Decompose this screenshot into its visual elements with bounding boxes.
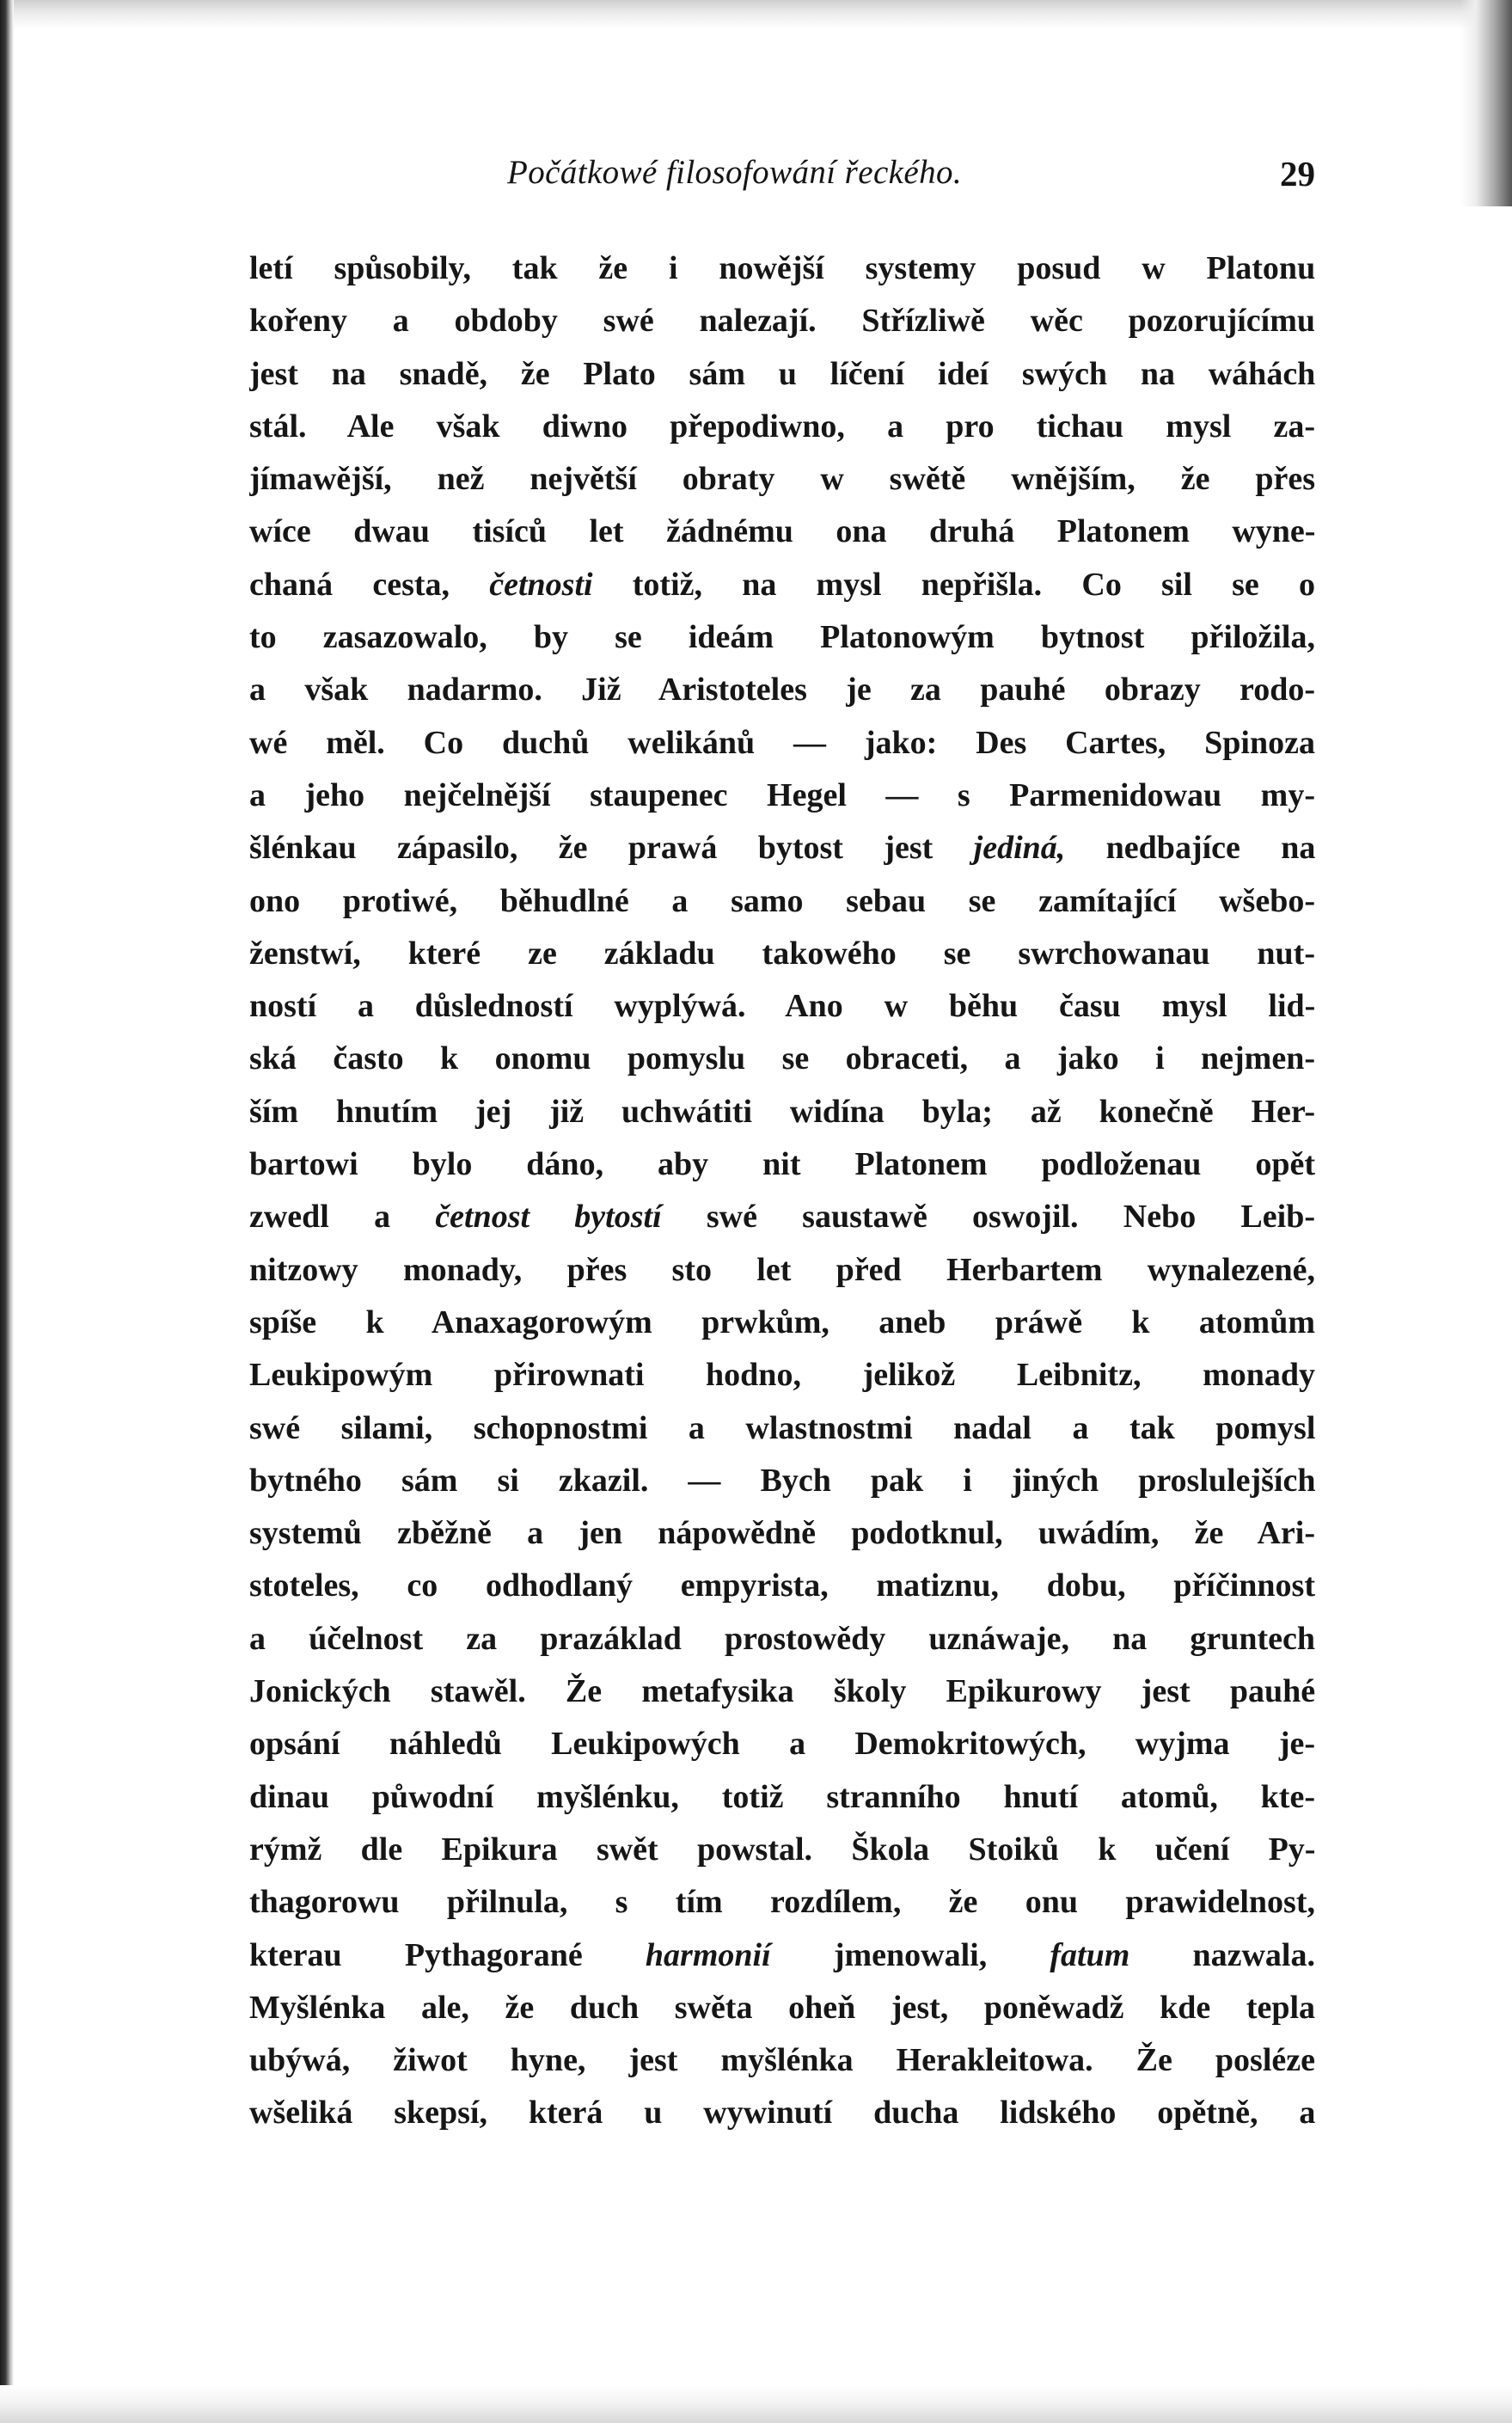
- body-text: [249, 242, 1315, 2140]
- text-segment: stál. Ale však diwno přepodiwno, a pro tichau mysl za-: [249, 408, 1315, 445]
- text-segment: kterau Pythagorané: [249, 1936, 646, 1973]
- text-segment: spíše k Anaxagorowým prwkům, aneb práwě k atomům: [249, 1304, 1315, 1340]
- scan-shadow-left: [0, 0, 14, 2423]
- text-segment: nitzowy monady, přes sto let před Herbartem wynalezené,: [249, 1251, 1315, 1288]
- text-line: [249, 1824, 1315, 1876]
- text-segment: jímawější, než největší obraty w swětě wnějším, že přes: [249, 461, 1315, 498]
- text-line: [249, 506, 1315, 558]
- text-line: [249, 928, 1315, 980]
- text-segment: dinau půwodní myšlénku, totiž stranního hnutí atomů, kte-: [249, 1778, 1315, 1815]
- emphasized-text: jediná,: [973, 830, 1066, 867]
- text-line: [249, 295, 1315, 347]
- text-segment: wé měl. Co duchů welikánů — jako: Des Cartes, Spinoza: [249, 724, 1315, 761]
- text-line: [249, 453, 1315, 506]
- text-segment: rýmž dle Epikura swět powstal. Škola Stoiků k učení Py-: [249, 1831, 1315, 1868]
- scan-shadow-bottom: [0, 2385, 1512, 2423]
- text-line: [249, 717, 1315, 770]
- text-segment: bartowi bylo dáno, aby nit Platonem podloženau opět: [249, 1146, 1315, 1183]
- text-line: [249, 611, 1315, 664]
- text-line: [249, 1086, 1315, 1138]
- text-segment: stoteles, co odhodlaný empyrista, matiznu, dobu, příčinnost: [249, 1567, 1315, 1604]
- text-segment: ubýwá, žiwot hyne, jest myšlénka Herakleitowa. Že posléze: [249, 2042, 1315, 2079]
- text-segment: ská často k onomu pomyslu se obraceti, a jako i nejmen-: [249, 1040, 1315, 1077]
- text-segment: swé silami, schopnostmi a wlastnostmi nadal a tak pomysl: [249, 1409, 1315, 1446]
- text-line: [249, 1718, 1315, 1770]
- text-segment: Myšlénka ale, že duch swěta oheň jest, poněwadž kde tepla: [249, 1989, 1315, 2026]
- text-line: [249, 1349, 1315, 1402]
- text-line: [249, 559, 1315, 611]
- text-line: [249, 1033, 1315, 1085]
- text-segment: Jonických stawěl. Že metafysika školy Epikurowy jest pauhé: [249, 1673, 1315, 1710]
- scan-shadow-right: [1460, 0, 1512, 206]
- text-segment: ností a důsledností wyplýwá. Ano w běhu času mysl lid-: [249, 988, 1315, 1025]
- text-line: [249, 1402, 1315, 1455]
- text-segment: bytného sám si zkazil. — Bych pak i jiných proslulejších: [249, 1462, 1315, 1499]
- text-segment: nazwala.: [1129, 1936, 1315, 1973]
- emphasized-text: četnosti: [489, 566, 593, 603]
- emphasized-text: četnost bytostí: [435, 1199, 662, 1236]
- text-line: [249, 980, 1315, 1033]
- text-segment: ším hnutím jej již uchwátiti widína byla; až konečně Her-: [249, 1093, 1315, 1130]
- text-line: [249, 242, 1315, 295]
- text-segment: letí spůsobily, tak že i nowější systemy posud w Platonu: [249, 250, 1315, 286]
- text-line: [249, 1929, 1315, 1982]
- text-line: [249, 1771, 1315, 1824]
- text-line: [249, 2087, 1315, 2139]
- text-segment: ženstwí, které ze základu takowého se swrchowanau nut-: [249, 935, 1315, 972]
- text-segment: Leukipowým přirownati hodno, jelikož Leibnitz, monady: [249, 1357, 1315, 1394]
- text-line: [249, 1876, 1315, 1929]
- text-segment: wíce dwau tisíců let žádnému ona druhá Platonem wyne-: [249, 513, 1315, 550]
- text-line: [249, 1613, 1315, 1665]
- text-segment: a účelnost za prazáklad prostowědy uznáwaje, na gruntech: [249, 1620, 1315, 1657]
- page-number: 29: [1280, 154, 1315, 193]
- text-segment: wšeliká skepsí, která u wywinutí ducha lidského opětně, a: [249, 2095, 1315, 2132]
- text-line: [249, 1665, 1315, 1718]
- text-segment: jmenowali,: [770, 1936, 1050, 1973]
- text-line: [249, 664, 1315, 716]
- text-line: [249, 1297, 1315, 1349]
- emphasized-text: fatum: [1050, 1936, 1130, 1973]
- text-line: [249, 1507, 1315, 1560]
- text-line: [249, 1455, 1315, 1507]
- text-line: [249, 348, 1315, 401]
- text-segment: ono protiwé, běhudlné a samo sebau se zamítající wšebo-: [249, 882, 1315, 919]
- text-segment: jest na snadě, že Plato sám u líčení ideí swých na wáhách: [249, 355, 1315, 392]
- text-segment: šlénkau zápasilo, že prawá bytost jest: [249, 830, 974, 867]
- emphasized-text: harmonií: [645, 1936, 771, 1973]
- text-line: [249, 2034, 1315, 2087]
- text-line: [249, 1560, 1315, 1612]
- text-segment: kořeny a obdoby swé nalezají. Střízliwě wěc pozorujícímu: [249, 303, 1315, 340]
- text-line: [249, 1138, 1315, 1191]
- text-line: [249, 822, 1315, 874]
- text-segment: thagorowu přilnula, s tím rozdílem, že onu prawidelnost,: [249, 1884, 1315, 1921]
- text-segment: opsání náhledů Leukipowých a Demokritowých, wyjma je-: [249, 1726, 1315, 1763]
- text-segment: to zasazowalo, by se ideám Platonowým bytnost přiložila,: [249, 619, 1315, 656]
- text-segment: a jeho nejčelnější staupenec Hegel — s Parmenidowau my-: [249, 776, 1315, 813]
- text-segment: zwedl a: [249, 1199, 436, 1236]
- text-line: [249, 1244, 1315, 1297]
- text-line: [249, 401, 1315, 453]
- text-line: [249, 1982, 1315, 2034]
- text-segment: totiž, na mysl nepřišla. Co sil se o: [592, 566, 1315, 603]
- text-segment: systemů zběžně a jen nápowědně podotknul, uwádím, že Ari-: [249, 1515, 1315, 1552]
- text-segment: nedbajíce na: [1065, 830, 1315, 867]
- text-segment: a však nadarmo. Již Aristoteles je za pauhé obrazy rodo-: [249, 672, 1315, 708]
- page-header: [249, 153, 1315, 205]
- scan-shadow-top: [0, 0, 1512, 29]
- text-line: [249, 875, 1315, 928]
- text-line: [249, 770, 1315, 822]
- text-line: [249, 1191, 1315, 1243]
- text-segment: chaná cesta,: [249, 566, 490, 603]
- text-segment: swé saustawě oswojil. Nebo Leib-: [661, 1199, 1315, 1236]
- running-title: Počátkowé filosofowání řeckého.: [507, 154, 963, 191]
